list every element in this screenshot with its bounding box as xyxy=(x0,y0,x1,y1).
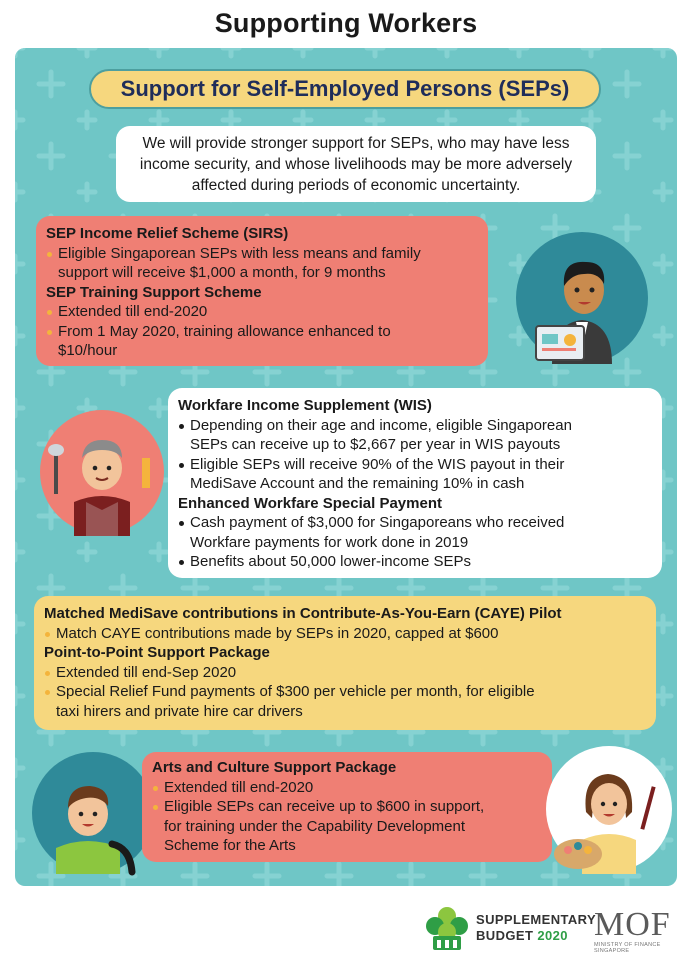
arts-heading: Arts and Culture Support Package xyxy=(152,759,397,776)
intro-line: income security, and whose livelihoods may be more adversely xyxy=(139,155,573,173)
workfare-heading: Enhanced Workfare Special Payment xyxy=(178,494,442,512)
content-panel xyxy=(15,48,677,886)
intro-text xyxy=(116,126,596,202)
list-item: Match CAYE contributions made by SEPs in 2020, capped at $600 xyxy=(44,624,646,644)
page-title: Supporting Workers xyxy=(214,8,478,38)
panel-title: Support for Self-Employed Persons (SEPs) xyxy=(89,69,601,109)
artist-illustration xyxy=(542,742,676,876)
mof-logo-subtitle: MINISTRY OF FINANCE SINGAPORE xyxy=(594,942,661,954)
mof-logo: MOF xyxy=(594,906,671,943)
arts-card xyxy=(142,752,552,862)
list-item: Depending on their age and income, eligible Singaporean SEPs can receive up to $2,667 per year in WIS payouts xyxy=(178,416,652,455)
wis-card xyxy=(168,388,662,578)
presenter-illustration xyxy=(512,228,652,368)
budget-logo-icon xyxy=(424,904,470,952)
list-item: Extended till end-2020 xyxy=(152,778,542,798)
training-heading: SEP Training Support Scheme xyxy=(46,283,262,301)
list-item: Extended till end-Sep 2020 xyxy=(44,663,646,683)
p2p-heading: Point-to-Point Support Package xyxy=(44,644,270,661)
sirs-heading: SEP Income Relief Scheme (SIRS) xyxy=(46,225,289,242)
list-item: From 1 May 2020, training allowance enhanced to $10/hour xyxy=(46,322,478,361)
caye-heading: Matched MediSave contributions in Contribute-As-You-Earn (CAYE) Pilot xyxy=(44,605,562,622)
driver-illustration xyxy=(28,748,158,878)
wis-heading: Workfare Income Supplement (WIS) xyxy=(178,397,432,414)
list-item: Eligible Singaporean SEPs with less means and family support will receive $1,000 a month, for 9 months xyxy=(46,244,478,283)
budget-logo-text: SUPPLEMENTARY BUDGET 2020 xyxy=(476,912,597,943)
budget-logo xyxy=(418,898,690,958)
caye-card xyxy=(34,596,656,730)
sirs-card xyxy=(36,216,488,366)
painter-illustration xyxy=(36,406,168,538)
intro-line: We will provide stronger support for SEPs, who may have less xyxy=(142,134,570,152)
list-item: Benefits about 50,000 lower-income SEPs xyxy=(178,552,652,572)
list-item: Eligible SEPs can receive up to $600 in support, for training under the Capability Development Scheme for the Arts xyxy=(152,797,542,856)
list-item: Cash payment of $3,000 for Singaporeans who received Workfare payments for work done in 2019 xyxy=(178,513,652,552)
intro-line: affected during periods of economic uncertainty. xyxy=(191,176,521,194)
list-item: Special Relief Fund payments of $300 per vehicle per month, for eligible taxi hirers and private hire car drivers xyxy=(44,682,646,721)
list-item: Eligible SEPs will receive 90% of the WIS payout in their MediSave Account and the remaining 10% in cash xyxy=(178,455,652,494)
list-item: Extended till end-2020 xyxy=(46,302,478,322)
